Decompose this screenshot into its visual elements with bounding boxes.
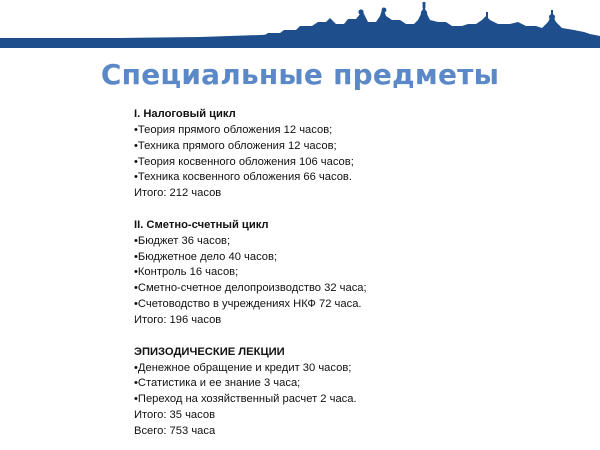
list-item: •Теория косвенного обложения 106 часов; [134, 155, 354, 168]
section-tax-cycle [134, 107, 574, 202]
section-total: Итого: 35 часов [134, 409, 216, 422]
section-episodic-lectures [134, 345, 574, 440]
list-item: •Счетоводство в учреждениях НКФ 72 часа. [134, 298, 362, 311]
list-item: •Теория прямого обложения 12 часов; [134, 123, 333, 136]
section-total: Итого: 212 часов [134, 187, 222, 200]
slide-content [134, 107, 574, 440]
slide-title: Специальные предметы [100, 58, 500, 91]
section-heading: ЭПИЗОДИЧЕСКИЕ ЛЕКЦИИ [134, 345, 285, 358]
city-skyline-banner [0, 0, 600, 48]
list-item: •Контроль 16 часов; [134, 266, 239, 279]
section-budget-cycle [134, 218, 574, 329]
list-item: •Техника косвенного обложения 66 часов. [134, 171, 352, 184]
grand-total: Всего: 753 часа [134, 424, 216, 437]
list-item: •Бюджетное дело 40 часов; [134, 250, 278, 263]
list-item: •Денежное обращение и кредит 30 часов; [134, 361, 352, 374]
section-heading: II. Сметно-счетный цикл [134, 218, 269, 231]
list-item: •Бюджет 36 часов; [134, 234, 231, 247]
section-heading: I. Налоговый цикл [134, 108, 236, 120]
list-item: •Техника прямого обложения 12 часов; [134, 139, 337, 152]
section-total: Итого: 196 часов [134, 313, 222, 326]
list-item: •Статистика и ее знание 3 часа; [134, 377, 301, 390]
list-item: •Сметно-счетное делопроизводство 32 часа; [134, 282, 367, 295]
list-item: •Переход на хозяйственный расчет 2 часа. [134, 393, 357, 406]
